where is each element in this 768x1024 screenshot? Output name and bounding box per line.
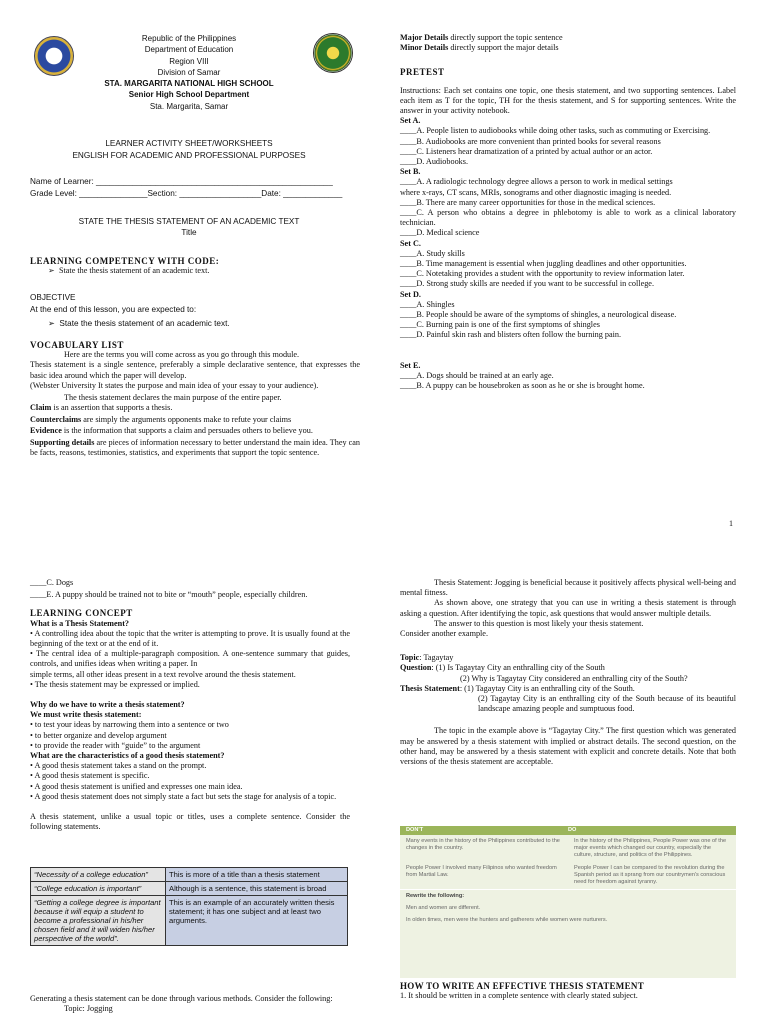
- header-line: Republic of the Philippines: [141, 34, 237, 43]
- left-top-column: [30, 33, 348, 238]
- grade-field[interactable]: Grade Level: _______________Section: __________________Date: _____________: [30, 189, 343, 199]
- must-bullet: • to better organize and develop argument: [30, 730, 167, 740]
- pretest-item[interactable]: ____B. People should be aware of the symptoms of shingles, a neurological disease.: [400, 310, 677, 320]
- vocabulary-heading: VOCABULARY LIST: [30, 340, 124, 350]
- thesis-label: Thesis Statement: [400, 683, 460, 693]
- major-details: [400, 33, 736, 43]
- page-divider: [0, 555, 768, 569]
- topic-explanation: The topic in the example above is “Tagaytay City.” The first question which was generated may be answered by a thesis statement with implied or abstract details. The second question, on the other hand, may be answered by a thesis statement with explicit and concrete details. Note that both versions of the thesis statement are acceptable.: [400, 726, 736, 767]
- question-1: : (1) Is Tagaytay City an enthralling city of the South: [431, 663, 605, 673]
- char-bullet: • A good thesis statement takes a stand on the prompt.: [30, 761, 207, 771]
- vocab-evidence: [30, 426, 360, 436]
- must-bullet: • to test your ideas by narrowing them into a sentence or two: [30, 720, 229, 730]
- counter-def: are simply the arguments opponents make to refute your claims: [81, 415, 292, 425]
- name-field[interactable]: Name of Learner: ____________________________________________________: [30, 177, 333, 187]
- table-cell: This is an example of an accurately written thesis statement; it has one subject and at least two arguments.: [166, 896, 348, 946]
- competency-item-text: State the thesis statement of an academic text.: [58, 266, 210, 276]
- set-a-label: Set A.: [400, 116, 421, 126]
- major-def: directly support the topic sentence: [448, 33, 563, 42]
- why-heading: Why do we have to write a thesis statement?: [30, 700, 185, 710]
- pretest-item[interactable]: ____A. Dogs should be trained at an early age.: [400, 370, 554, 380]
- how-to-heading: HOW TO WRITE AN EFFECTIVE THESIS STATEMENT: [400, 981, 645, 991]
- pretest-item[interactable]: ____B. There are many career opportunities for those in the medical sciences.: [400, 197, 656, 207]
- rewrite-item: In olden times, men were the hunters and gatherers while women were nurturers.: [406, 917, 608, 923]
- competency-item: ➢ State the thesis statement of an academic text.: [48, 266, 210, 276]
- pretest-item[interactable]: ____C. Notetaking provides a student with the opportunity to review information later.: [400, 269, 685, 279]
- thesis-2: (2) Tagaytay City is an enthralling city of the South because of its beautiful landscape amazing people and sumptuous food.: [478, 694, 736, 714]
- topic-label: Topic: [400, 653, 420, 663]
- rewrite-heading: Rewrite the following:: [406, 893, 465, 899]
- set-b-label: Set B.: [400, 167, 421, 177]
- generate-section: [30, 994, 350, 1014]
- do-cell: People Power I can be compared to the revolution during the Spanish period as it sprang from our countrymen's conscious need for freedom against tyranny.: [574, 865, 726, 885]
- objective-section: [30, 293, 360, 330]
- question-line: [400, 663, 736, 673]
- pretest-column: [400, 33, 736, 391]
- topic-jogging: Topic: Jogging: [64, 1004, 113, 1014]
- vocab-thesis-def: Thesis statement is a single sentence, preferably a simple declarative sentence, that expresses the basic idea around which the paper will develop.: [30, 360, 360, 380]
- char-bullet: • A good thesis statement does not simply state a fact but sets the stage for analysis of a topic.: [30, 791, 337, 801]
- vocab-supporting: [30, 438, 360, 458]
- pretest-item[interactable]: ____D. Painful skin rash and blisters often follow the burning pain.: [400, 330, 622, 340]
- jogging-thesis: Thesis Statement: Jogging is beneficial because it positively affects physical well-being and mental fitness.: [400, 578, 736, 598]
- rewrite-section: [400, 889, 736, 927]
- question-label: Question: [400, 663, 432, 673]
- pretest-item: where x-rays, CT scans, MRIs, sonograms and other diagnostic imaging is needed.: [400, 187, 672, 197]
- minor-details: [400, 43, 736, 53]
- another-example: Consider another example.: [400, 629, 488, 639]
- objective-item: ➢ State the thesis statement of an academic text.: [48, 319, 230, 329]
- vocab-webster: (Webster University It states the purpose and main idea of your essay to your audience).: [30, 380, 319, 390]
- thesis-1: : (1) Tagaytay City is an enthralling city of the South.: [459, 683, 635, 693]
- pretest-instructions: Instructions: Each set contains one topic, one thesis statement, and two supporting sentences. Label each item as T for the topic, TH for the thesis statement, and S for supporting sentences. Write the answer in your activity notebook.: [400, 85, 736, 116]
- table-row: [31, 882, 348, 896]
- thesis-line: [400, 684, 736, 694]
- pretest-item[interactable]: ____C. Dogs: [30, 578, 74, 587]
- set-d-label: Set D.: [400, 289, 421, 299]
- table-row: [31, 868, 348, 882]
- subject-title: ENGLISH FOR ACADEMIC AND PROFESSIONAL PURPOSES: [72, 151, 306, 161]
- concept-bullet: simple terms, all other ideas present in a text revolve around the thesis statement.: [30, 669, 296, 679]
- vocab-counterclaim: [30, 415, 360, 425]
- table-row: [31, 896, 348, 946]
- dont-cell: People Power I involved many Filipinos who wanted freedom from Martial Law.: [406, 865, 557, 878]
- lesson-title: STATE THE THESIS STATEMENT OF AN ACADEMIC TEXT: [78, 217, 300, 227]
- vocabulary-section: [30, 340, 360, 458]
- topic-value: : Tagaytay: [419, 653, 454, 663]
- competency-section: [30, 256, 360, 276]
- set-e-label: Set E.: [400, 360, 421, 370]
- must-bullet: • to provide the reader with “guide” to the argument: [30, 740, 201, 750]
- evidence-term: Evidence: [30, 425, 62, 435]
- do-dont-row: [400, 862, 736, 889]
- vocab-purpose: The thesis statement declares the main purpose of the entire paper.: [64, 393, 282, 403]
- pretest-item[interactable]: ____B. Time management is essential when juggling deadlines and other opportunities.: [400, 259, 687, 269]
- do-dont-figure: [400, 826, 736, 978]
- dont-cell: Many events in the history of the Philippines contributed to the changes in the country.: [406, 838, 560, 851]
- minor-term: Minor Details: [400, 43, 449, 53]
- table-cell: “Necessity of a college education”: [31, 868, 166, 882]
- claim-def: is an assertion that supports a thesis.: [51, 403, 173, 413]
- as-shown-paragraph: As shown above, one strategy that you can use in writing a thesis statement is through asking a question. After identifying the topic, ask questions that would answer multiple details.: [400, 598, 736, 618]
- pretest-item[interactable]: ____D. Strong study skills are needed if you want to be successful in college.: [400, 279, 654, 289]
- must-heading: We must write thesis statement:: [30, 710, 142, 720]
- header-line: Sta. Margarita, Samar: [149, 101, 229, 111]
- competency-heading: LEARNING COMPETENCY WITH CODE:: [30, 256, 220, 266]
- table-cell: “Getting a college degree is important because it will equip a student to become a professional in his/her chosen field and it will widen his/her perspective of the world”.: [31, 896, 166, 946]
- concept-bullet: • A controlling idea about the topic that the writer is attempting to prove. It is usually found at the beginning of the text or at the end of it.: [30, 628, 350, 649]
- char-bullet: • A good thesis statement is unified and expresses one main idea.: [30, 781, 243, 791]
- do-cell: In the history of the Philippines, People Power was one of the major events which changed our country, especially the culture, structure, and politics of the Philippines.: [574, 838, 727, 858]
- major-term: Major Details: [400, 33, 449, 42]
- pretest-item[interactable]: ____A. Shingles: [400, 299, 455, 309]
- set-c-label: Set C.: [400, 238, 421, 248]
- unlike-paragraph: A thesis statement, unlike a usual topic or titles, uses a complete sentence. Consider the following statements.: [30, 812, 350, 832]
- pretest-heading: PRETEST: [400, 67, 445, 78]
- page-number: 1: [729, 519, 733, 528]
- concept-bullet: • The thesis statement may be expressed or implied.: [30, 679, 200, 689]
- header-line: Region VIII: [169, 56, 209, 66]
- header-line: Division of Samar: [157, 67, 221, 77]
- how-to-section: [400, 981, 736, 1001]
- vocab-intro: Here are the terms you will come across as you go through this module.: [64, 350, 300, 360]
- pretest-item[interactable]: ____A. Study skills: [400, 248, 465, 258]
- claim-term: Claim: [30, 403, 52, 413]
- what-heading: What is a Thesis Statement?: [30, 618, 130, 628]
- header-line: STA. MARGARITA NATIONAL HIGH SCHOOL: [104, 79, 274, 89]
- pretest-item[interactable]: ____C. Listeners hear dramatization of a printed by actual author or an actor.: [400, 146, 653, 156]
- table-cell: This is more of a title than a thesis statement: [166, 868, 348, 882]
- objective-item-text: State the thesis statement of an academic text.: [59, 319, 230, 329]
- objective-heading: OBJECTIVE: [30, 293, 76, 302]
- thesis-example-column: [400, 578, 736, 767]
- answer-paragraph: The answer to this question is most likely your thesis statement.: [434, 618, 644, 628]
- char-bullet: • A good thesis statement is specific.: [30, 771, 150, 781]
- do-dont-row: [400, 835, 736, 862]
- header-line: Department of Education: [144, 45, 234, 55]
- question-2: (2) Why is Tagaytay City considered an enthralling city of the South?: [460, 673, 688, 683]
- objective-intro: At the end of this lesson, you are expected to:: [30, 305, 197, 315]
- evidence-def: is the information that supports a claim and persuades others to believe you.: [61, 425, 313, 435]
- do-dont-header: [400, 826, 736, 835]
- pretest-item[interactable]: ____E. A puppy should be trained not to bite or “mouth” people, especially children.: [30, 590, 308, 600]
- pretest-item[interactable]: ____B. A puppy can be housebroken as soon as he or she is brought home.: [400, 381, 645, 391]
- supporting-term: Supporting details: [30, 437, 95, 447]
- pretest-item[interactable]: ____C. A person who obtains a degree in phlebotomy is able to work as a clinical laboratory technician.: [400, 208, 736, 228]
- vocab-claim: [30, 403, 360, 413]
- learning-concept-heading: LEARNING CONCEPT: [30, 608, 133, 619]
- generate-paragraph: Generating a thesis statement can be done through various methods. Consider the following:: [30, 994, 333, 1003]
- concept-bullet: • The central idea of a multiple-paragraph composition. A one-sentence summary that guides, controls, and unifies ideas when writing a paper. In: [30, 649, 350, 669]
- minor-def: directly support the major details: [448, 43, 559, 53]
- how-to-item: 1. It should be written in a complete sentence with clearly stated subject.: [400, 991, 638, 1001]
- dont-label: DON'T: [406, 827, 424, 833]
- characteristics-heading: What are the characteristics of a good thesis statement?: [30, 751, 225, 761]
- table-cell: “College education is important”: [31, 882, 166, 896]
- do-label: DO: [568, 827, 577, 833]
- sheet-title: LEARNER ACTIVITY SHEET/WORKSHEETS: [105, 139, 273, 149]
- pretest-item[interactable]: ____D. Medical science: [400, 228, 480, 238]
- topic-tagaytay: [400, 653, 736, 663]
- pretest-item[interactable]: ____C. Burning pain is one of the first symptoms of shingles: [400, 320, 600, 330]
- table-cell: Although is a sentence, this statement is broad: [166, 882, 348, 896]
- letterhead: [30, 33, 348, 112]
- counter-term: Counterclaims: [30, 415, 82, 425]
- thesis-examples-table: [30, 867, 348, 946]
- learning-concept-column: [30, 578, 350, 832]
- pretest-item[interactable]: ____B. Audiobooks are more convenient than printed books for several reasons: [400, 136, 661, 146]
- supporting-def: are pieces of information necessary to better understand the main idea. They can be facts, reasons, testimonies, statistics, and experiments that support the topic sentence.: [30, 437, 360, 458]
- pretest-item[interactable]: ____A. A radiologic technology degree allows a person to work in medical settings: [400, 177, 673, 187]
- pretest-item[interactable]: ____A. People listen to audiobooks while doing other tasks, such as commuting or Exercising.: [400, 126, 711, 136]
- title-label: Title: [181, 228, 197, 238]
- header-line: Senior High School Department: [128, 90, 250, 100]
- rewrite-item: Men and women are different.: [406, 905, 481, 911]
- pretest-item[interactable]: ____D. Audiobooks.: [400, 157, 469, 167]
